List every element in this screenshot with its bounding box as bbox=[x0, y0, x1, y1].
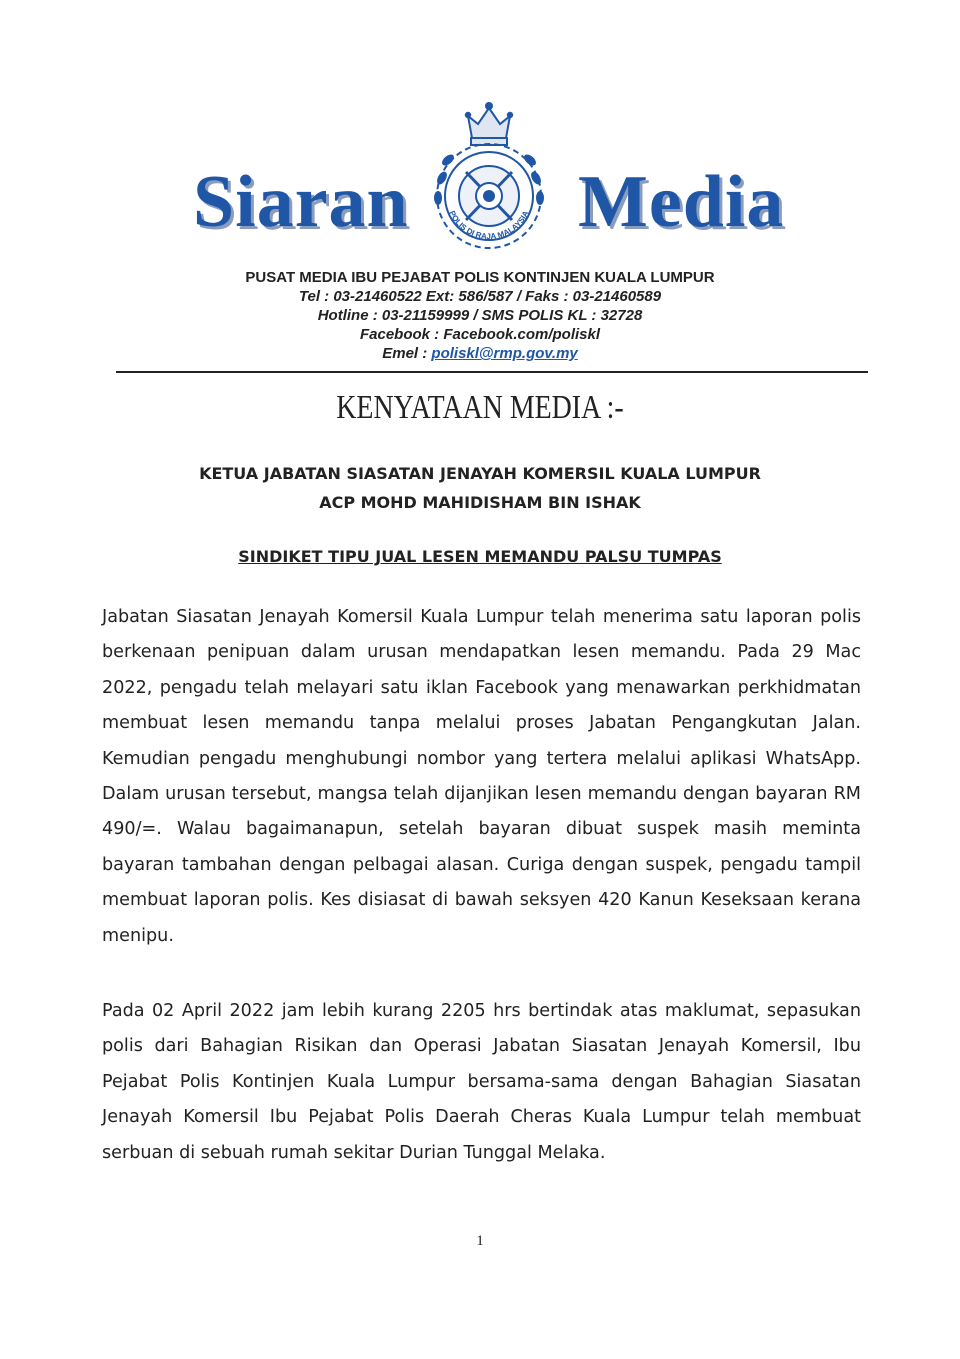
header-divider bbox=[116, 371, 868, 373]
facebook-page: Facebook : Facebook.com/poliskl bbox=[359, 326, 601, 343]
email-line bbox=[0, 345, 960, 363]
police-crest-icon bbox=[424, 98, 554, 256]
officer-name: ACP MOHD MAHIDISHAM BIN ISHAK bbox=[319, 493, 641, 512]
page-number: 1 bbox=[476, 1233, 484, 1249]
telephone-fax: Tel : 03-21460522 Ext: 586/587 / Faks : 03-21460589 bbox=[298, 288, 662, 305]
masthead-media: Media bbox=[578, 161, 785, 243]
body-paragraph-2: Pada 02 April 2022 jam lebih kurang 2205 hrs bertindak atas maklumat, sepasukan polis dari Bahagian Risikan dan Operasi Jabatan Siasatan Jenayah Komersil, Ibu Pejabat Polis Kontinjen Kuala Lumpur bersama-sama dengan Bahagian Siasatan Jenayah Komersil Ibu Pejabat Polis Daerah Cheras Kuala Lumpur telah membuat serbuan di sebuah rumah sekitar Durian Tunggal Melaka. bbox=[102, 1001, 861, 1163]
officer-title: KETUA JABATAN SIASATAN JENAYAH KOMERSIL KUALA LUMPUR bbox=[199, 464, 761, 483]
hotline-sms: Hotline : 03-21159999 / SMS POLIS KL : 32728 bbox=[317, 307, 643, 324]
email-label: Emel : bbox=[382, 345, 432, 362]
press-headline: SINDIKET TIPU JUAL LESEN MEMANDU PALSU TUMPAS bbox=[238, 547, 722, 566]
media-centre-name: PUSAT MEDIA IBU PEJABAT POLIS KONTINJEN KUALA LUMPUR bbox=[245, 269, 715, 286]
body-paragraph-1: Jabatan Siasatan Jenayah Komersil Kuala Lumpur telah menerima satu laporan polis berkenaan penipuan dalam urusan mendapatkan lesen memandu. Pada 29 Mac 2022, pengadu telah melayari satu iklan Facebook yang menawarkan perkhidmatan membuat lesen memandu tanpa melalui proses Jabatan Pengangkutan Jalan. Kemudian pengadu menghubungi nombor yang tertera melalui aplikasi WhatsApp. Dalam urusan tersebut, mangsa telah dijanjikan lesen memandu dengan bayaran RM 490/=. Walau bagaimanapun, setelah bayaran dibuat suspek masih meminta bayaran tambahan dengan pelbagai alasan. Curiga dengan suspek, pengadu tampil membuat laporan polis. Kes disiasat di bawah seksyen 420 Kanun Keseksaan kerana menipu. bbox=[102, 607, 861, 946]
svg-text:POLIS DI RAJA MALAYSIA: POLIS DI RAJA MALAYSIA bbox=[447, 209, 531, 242]
masthead-siaran: Siaran bbox=[193, 161, 409, 243]
statement-heading: KENYATAAN MEDIA :- bbox=[336, 389, 624, 426]
email-link[interactable]: poliskl@rmp.gov.my bbox=[431, 345, 578, 362]
